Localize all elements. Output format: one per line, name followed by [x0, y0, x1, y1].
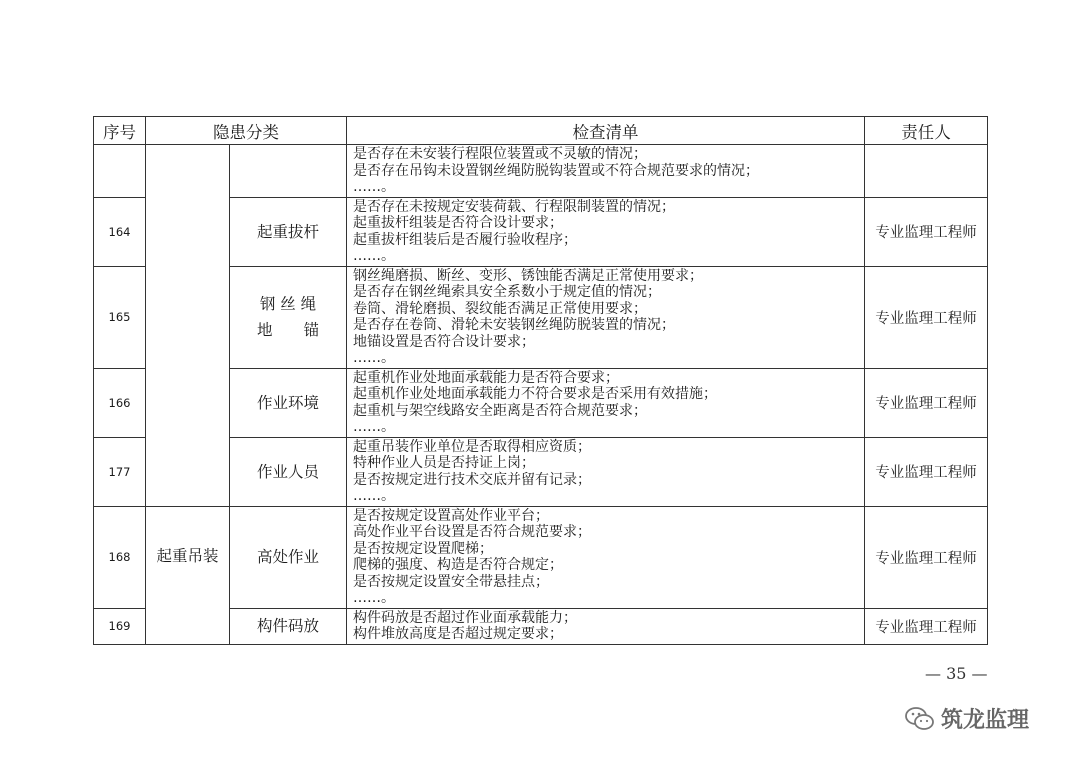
table-row	[94, 266, 988, 368]
checklist-item: ……。	[353, 350, 395, 366]
responsible-person	[865, 145, 988, 198]
row-number	[94, 145, 146, 198]
checklist-item: 地锚设置是否符合设计要求；	[353, 333, 535, 350]
checklist-item: 起重拔杆组装后是否履行验收程序；	[353, 231, 577, 248]
subcategory: 作业人员	[230, 437, 347, 506]
checklist-item: 起重机作业处地面承载能力不符合要求是否采用有效措施；	[353, 386, 717, 402]
table-row	[94, 437, 988, 506]
checklist-item: 钢丝绳磨损、断丝、变形、锈蚀能否满足正常使用要求；	[353, 267, 703, 284]
row-number: 166	[94, 368, 146, 437]
checklist-item: 起重吊装作业单位是否取得相应资质；	[353, 438, 591, 455]
page-number: — 35 —	[925, 664, 988, 683]
checklist-item: 卷筒、滑轮磨损、裂纹能否满足正常使用要求；	[353, 300, 647, 317]
category-cell-upper	[146, 368, 230, 437]
category-cell-upper	[146, 266, 230, 368]
checklist-item: 是否按规定进行技术交底并留有记录；	[353, 471, 591, 488]
subcategory-line: 钢 丝 绳	[259, 295, 317, 313]
checklist-item: ……。	[353, 179, 395, 195]
watermark	[905, 703, 1029, 734]
subcategory: 构件码放	[230, 608, 347, 644]
checklist-item: ……。	[353, 419, 395, 435]
checklist-item: 是否存在卷筒、滑轮未安装钢丝绳防脱装置的情况；	[353, 317, 675, 333]
table-row	[94, 506, 988, 608]
header-no: 序号	[94, 117, 146, 145]
checklist-item: 构件堆放高度是否超过规定要求；	[353, 626, 563, 642]
subcategory: 起重拔杆	[230, 197, 347, 266]
responsible-person: 专业监理工程师	[865, 197, 988, 266]
checklist-item: 是否存在吊钩未设置钢丝绳防脱钩装置或不符合规范要求的情况；	[353, 162, 759, 179]
wechat-icon	[905, 706, 935, 732]
checklist-item: 是否按规定设置高处作业平台；	[353, 507, 549, 524]
row-number: 168	[94, 506, 146, 608]
checklist-item: 爬梯的强度、构造是否符合规定；	[353, 557, 563, 573]
checklist-cell	[347, 266, 865, 368]
subcategory	[230, 266, 347, 368]
table-row	[94, 368, 988, 437]
responsible-person: 专业监理工程师	[865, 506, 988, 608]
responsible-person: 专业监理工程师	[865, 368, 988, 437]
row-number: 164	[94, 197, 146, 266]
table-row	[94, 197, 988, 266]
header-responsible: 责任人	[865, 117, 988, 145]
responsible-person: 专业监理工程师	[865, 608, 988, 644]
hazard-checklist-table	[93, 116, 988, 645]
subcategory-line: 地 锚	[256, 321, 319, 339]
category-cell-upper	[146, 197, 230, 266]
header-checklist: 检查清单	[347, 117, 865, 145]
category-cell-upper	[146, 145, 230, 198]
checklist-cell	[347, 437, 865, 506]
checklist-cell	[347, 506, 865, 608]
checklist-cell	[347, 145, 865, 198]
checklist-item: ……。	[353, 590, 395, 606]
checklist-item: ……。	[353, 488, 395, 504]
category-cell-upper	[146, 437, 230, 506]
subcategory: 作业环境	[230, 368, 347, 437]
checklist-item: 高处作业平台设置是否符合规范要求；	[353, 524, 591, 540]
responsible-person: 专业监理工程师	[865, 437, 988, 506]
row-number: 169	[94, 608, 146, 644]
checklist-cell	[347, 197, 865, 266]
checklist-item: 起重机作业处地面承载能力是否符合要求；	[353, 369, 619, 386]
table-row	[94, 145, 988, 198]
subcategory: 高处作业	[230, 506, 347, 608]
header-category: 隐患分类	[146, 117, 347, 145]
checklist-item: 是否按规定设置爬梯；	[353, 540, 493, 557]
table-header-row	[94, 117, 988, 145]
checklist-item: 是否存在未安装行程限位装置或不灵敏的情况；	[353, 146, 647, 162]
checklist-item: 是否存在钢丝绳索具安全系数小于规定值的情况；	[353, 284, 661, 300]
checklist-item: 是否按规定设置安全带悬挂点；	[353, 573, 549, 590]
responsible-person: 专业监理工程师	[865, 266, 988, 368]
checklist-cell	[347, 608, 865, 644]
watermark-text: 筑龙监理	[941, 708, 1030, 733]
checklist-item: 特种作业人员是否持证上岗；	[353, 455, 535, 471]
checklist-item: ……。	[353, 248, 395, 264]
checklist-item: 是否存在未按规定安装荷载、行程限制装置的情况；	[353, 198, 675, 215]
row-number: 165	[94, 266, 146, 368]
subcategory	[230, 145, 347, 198]
checklist-cell	[347, 368, 865, 437]
row-number: 177	[94, 437, 146, 506]
checklist-item: 起重拔杆组装是否符合设计要求；	[353, 215, 563, 231]
main-category: 起重吊装	[146, 506, 230, 644]
checklist-item: 起重机与架空线路安全距离是否符合规范要求；	[353, 402, 647, 419]
checklist-item: 构件码放是否超过作业面承载能力；	[353, 609, 577, 626]
